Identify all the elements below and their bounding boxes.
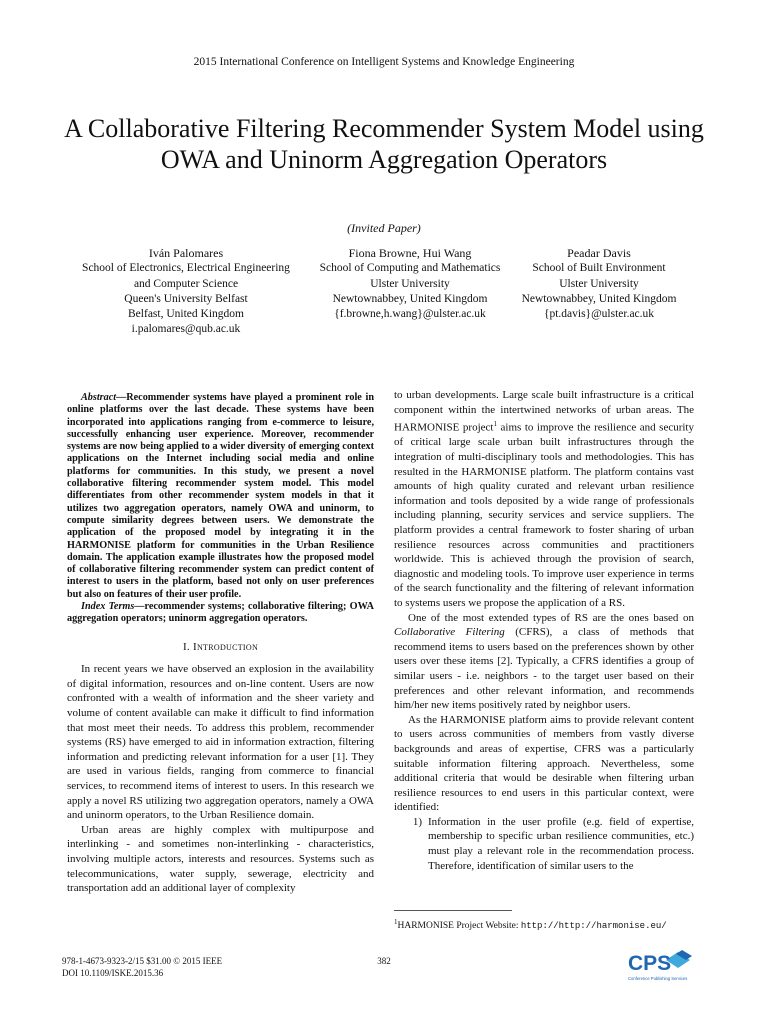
footer-isbn: 978-1-4673-9323-2/15 $31.00 © 2015 IEEE <box>62 956 223 966</box>
author-name: Fiona Browne, Hui Wang <box>348 246 472 260</box>
author-block-2 <box>310 246 510 322</box>
footnote-url[interactable]: http://http://harmonise.eu/ <box>520 921 667 932</box>
body-paragraph <box>394 388 694 611</box>
body-paragraph <box>394 611 694 713</box>
cps-logo <box>626 946 706 986</box>
author-block-1 <box>60 246 312 338</box>
author-email: {pt.davis}@ulster.ac.uk <box>543 308 655 321</box>
author-affiliation: Ulster University <box>559 277 639 290</box>
conference-header: 2015 International Conference on Intelligent Systems and Knowledge Engineering <box>193 56 575 68</box>
section-heading <box>67 640 374 655</box>
cps-logo-graphic <box>626 946 706 986</box>
author-block-3 <box>508 246 690 322</box>
section-number: I. <box>182 640 194 653</box>
author-email: i.palomares@qub.ac.uk <box>131 323 241 336</box>
footer-ids <box>62 955 222 979</box>
footnote-ref: 1 <box>493 420 497 429</box>
body-text: aims to improve the resilience and security of critical large scale urban built infrastructures through the integration of multi-disciplinary tools and methodologies. This has resulted in the HARMONISE platform. The platform contains vast amounts of high quality curated and relevant urban resilience information and tools deposited by a wide range of professionals including planning, security services and service suppliers. The platform provides a central framework to foster sharing of urban resilience resources across communities and practitioners worldwide. This is achieved through the provision of search, diagnostic and modeling tools. To improve user experience in terms of the search functionality and the filtering of relevant information to systems users we propose the application of a RS. <box>394 421 694 609</box>
abstract-text: —Recommender systems have played a prominent role in online platforms over the last decade. These systems have been incorporated into applications ranging from e-commerce to leisure, successfully enhancing user experience. Moreover, recommender systems are now being applied to a wider diversity of emerging context applications on the Internet including social media and online platforms for communities. In this study, we present a novel collaborative filtering recommender system model. This model differentiates from other recommender system models in that it utilizes two aggregation operators, namely OWA and uninorm, to compute similarity degrees between users. We demonstrate the application of the proposed model by integrating it in the HARMONISE platform for communities in the Urban Resilience domain. The application example illustrates how the proposed model of collaborative filtering recommender system can predict content of interest to users in the platform, based not only on user preferences but also on features of their user profile. <box>67 392 374 600</box>
intro-paragraph: Urban areas are highly complex with multipurpose and interlinking - and sometimes non-interlinking - characteristics, involving multiple actors, interests and resources. Systems such as telecommunications, water supply, sewerage, electricity and transportation add an additional layer of complexity <box>67 823 374 895</box>
right-column <box>394 388 694 873</box>
footnote <box>394 918 704 931</box>
body-paragraph: As the HARMONISE platform aims to provide relevant content to users across communities of members from vastly diverse backgrounds and areas of expertise, CFRS was a particularly suitable information filtering approach. Nevertheless, some additional criteria that would be desirable when filtering urban resilience resources to end users in this particular context, were identified: <box>394 713 694 814</box>
intro-paragraph: In recent years we have observed an explosion in the availability of digital information, resources and on-line content. Users are now confronted with a wealth of information and the sheer variety and volume of content available can make it difficult to find information that most meet their needs. To address this problem, recommender systems (RS) have emerged to aid in information extraction, filtering information and predicting relevant information for a user [1]. They are used in various fields, ranging from commerce to financial services, to recommend items of interest to users. In this research we apply a novel RS utilizing two aggregation operators, namely a OWA and uninorm operators, to the Urban Resilience domain. <box>67 663 374 822</box>
abstract <box>67 392 374 601</box>
author-affiliation: School of Electronics, Electrical Engineering <box>82 262 290 275</box>
author-name: Iván Palomares <box>148 246 224 260</box>
list-item <box>394 815 694 873</box>
author-affiliation: Newtownabbey, United Kingdom <box>521 292 677 305</box>
section-title: Introduction <box>193 640 259 653</box>
list-text: Information in the user profile (e.g. field of expertise, membership to specific urban resilience communities, etc.) must play a relevant role in the recommendation process. Therefore, identification of similar users to the <box>428 815 694 872</box>
footer-doi: DOI 10.1109/ISKE.2015.36 <box>62 968 164 978</box>
body-text: to urban developments. Large scale built infrastructure is a critical component within the intertwined networks of urban areas. The HARMONISE project <box>394 389 694 434</box>
author-affiliation: School of Built Environment <box>532 262 666 275</box>
logo-text: CPS <box>628 952 672 975</box>
author-affiliation: Newtownabbey, United Kingdom <box>332 292 488 305</box>
logo-subtext: Conference Publishing Services <box>628 976 688 981</box>
footnote-mark: 1 <box>394 918 398 926</box>
body-text: One of the most extended types of RS are the ones based on <box>408 611 694 624</box>
author-affiliation: School of Computing and Mathematics <box>319 262 501 275</box>
author-affiliation: Queen's University Belfast <box>124 292 248 305</box>
invited-paper-note: (Invited Paper) <box>347 221 421 235</box>
author-affiliation: Belfast, United Kingdom <box>128 308 244 321</box>
author-affiliation: Ulster University <box>370 277 450 290</box>
abstract-label: Abstract <box>81 392 117 403</box>
index-terms-text: —recommender systems; collaborative filtering; OWA aggregation operators; uninorm aggregation operators. <box>67 601 374 625</box>
footnote-rule <box>394 910 512 911</box>
emphasis-term: Collaborative Filtering <box>394 626 505 639</box>
body-text: (CFRS), a class of methods that recommend items to users based on the preferences shown by other users over these items [2]. Typically, a CFRS identifies a group of similar users - i.e. neighbors - to the target user based on their preferences and other relevant information, and recommends him/her new items positively rated by neighbor users. <box>394 626 694 712</box>
criteria-list <box>394 815 694 873</box>
author-name: Peadar Davis <box>567 246 631 260</box>
author-email: {f.browne,h.wang}@ulster.ac.uk <box>334 308 486 321</box>
list-number: 1) <box>412 815 422 828</box>
index-terms <box>67 601 374 626</box>
paper-title: A Collaborative Filtering Recommender System Model using OWA and Uninorm Aggregation Operators <box>64 114 704 174</box>
page-number: 382 <box>377 956 391 966</box>
author-affiliation: and Computer Science <box>133 277 239 290</box>
index-terms-label: Index Terms <box>81 601 135 613</box>
left-column <box>67 392 374 896</box>
footnote-label: HARMONISE Project Website: <box>397 921 521 932</box>
